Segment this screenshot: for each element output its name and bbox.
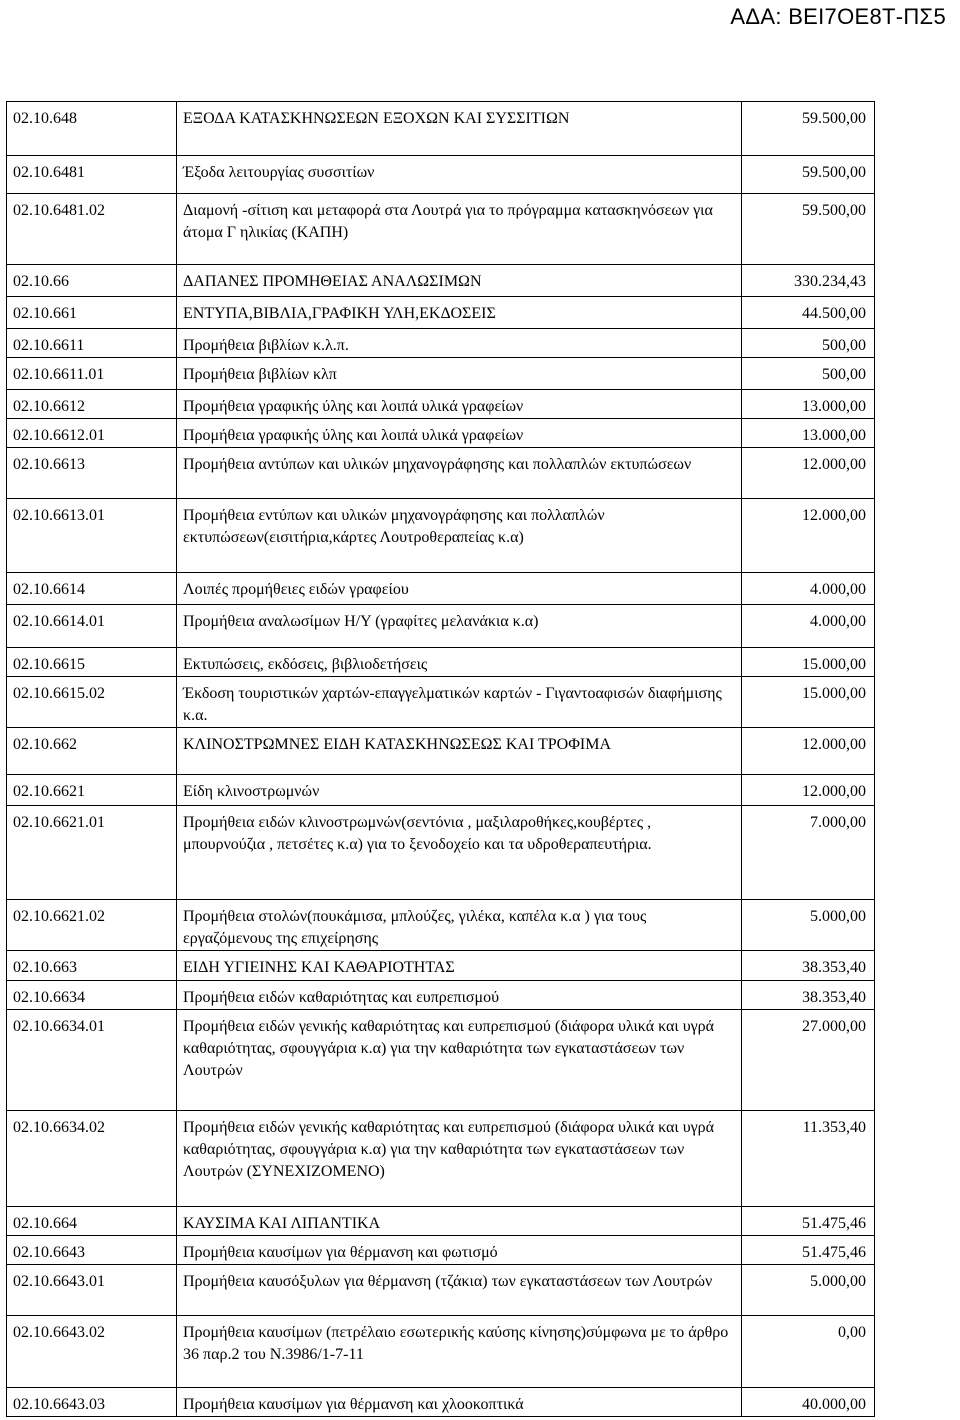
amount: 51.475,46 xyxy=(742,1236,875,1265)
account-code: 02.10.6621.01 xyxy=(7,805,177,899)
table-row xyxy=(7,102,875,156)
account-description: Προμήθεια καυσόξυλων για θέρμανση (τζάκια) των εγκαταστάσεων των Λουτρών xyxy=(177,1265,742,1316)
account-description: Προμήθεια καυσίμων για θέρμανση και χλοοκοπτικά xyxy=(177,1387,742,1416)
amount: 12.000,00 xyxy=(742,775,875,805)
table-row xyxy=(7,951,875,981)
table-row xyxy=(7,647,875,676)
account-code: 02.10.6612 xyxy=(7,390,177,419)
account-code: 02.10.6612.01 xyxy=(7,419,177,448)
account-description: Προμήθεια ειδών γενικής καθαριότητας και ευπρεπισμού (διάφορα υλικά και υγρά καθαριότητας, σφουγγάρια κ.α) για την καθαριότητα των εγκαταστάσεων των Λουτρών xyxy=(177,1010,742,1110)
account-code: 02.10.6611 xyxy=(7,328,177,357)
amount: 15.000,00 xyxy=(742,677,875,728)
amount: 12.000,00 xyxy=(742,499,875,572)
account-code: 02.10.6643.01 xyxy=(7,1265,177,1316)
account-description: Προμήθεια ειδών καθαριότητας και ευπρεπισμού xyxy=(177,981,742,1010)
budget-table xyxy=(6,101,875,1417)
amount: 13.000,00 xyxy=(742,419,875,448)
account-description: ΕΞΟΔΑ ΚΑΤΑΣΚΗΝΩΣΕΩΝ ΕΞΟΧΩΝ ΚΑΙ ΣΥΣΣΙΤΙΩΝ xyxy=(177,102,742,156)
account-description: ΕΙΔΗ ΥΓΙΕΙΝΗΣ ΚΑΙ ΚΑΘΑΡΙΟΤΗΤΑΣ xyxy=(177,951,742,981)
account-description: ΚΑΥΣΙΜΑ ΚΑΙ ΛΙΠΑΝΤΙΚΑ xyxy=(177,1207,742,1236)
table-row xyxy=(7,328,875,357)
ada-header: ΑΔΑ: ΒΕΙ7ΟΕ8Τ-ΠΣ5 xyxy=(730,4,946,29)
table-row xyxy=(7,1010,875,1110)
amount: 44.500,00 xyxy=(742,296,875,328)
account-description: ΕΝΤΥΠΑ,ΒΙΒΛΙΑ,ΓΡΑΦΙΚΗ ΥΛΗ,ΕΚΔΟΣΕΙΣ xyxy=(177,296,742,328)
amount: 4.000,00 xyxy=(742,604,875,647)
account-description: Έκδοση τουριστικών χαρτών-επαγγελματικών καρτών - Γιγαντοαφισών διαφήμισης κ.α. xyxy=(177,677,742,728)
table-row xyxy=(7,448,875,499)
account-code: 02.10.6613 xyxy=(7,448,177,499)
amount: 13.000,00 xyxy=(742,390,875,419)
account-description: Προμήθεια αντύπων και υλικών μηχανογράφησης και πολλαπλών εκτυπώσεων xyxy=(177,448,742,499)
table-row xyxy=(7,357,875,389)
account-code: 02.10.6481.02 xyxy=(7,194,177,264)
account-description: Έξοδα λειτουργίας συσσιτίων xyxy=(177,156,742,194)
account-code: 02.10.6621 xyxy=(7,775,177,805)
account-description: Προμήθεια στολών(πουκάμισα, μπλούζες, γιλέκα, καπέλα κ.α ) για τους εργαζόμενους της επιχείρησης xyxy=(177,899,742,950)
amount: 15.000,00 xyxy=(742,647,875,676)
account-description: ΚΛΙΝΟΣΤΡΩΜΝΕΣ ΕΙΔΗ ΚΑΤΑΣΚΗΝΩΣΕΩΣ ΚΑΙ ΤΡΟΦΙΜΑ xyxy=(177,728,742,775)
table-row xyxy=(7,981,875,1010)
account-description: Είδη κλινοστρωμνών xyxy=(177,775,742,805)
account-description: Προμήθεια γραφικής ύλης και λοιπά υλικά γραφείων xyxy=(177,419,742,448)
table-row xyxy=(7,1387,875,1416)
account-description: Προμήθεια ειδών γενικής καθαριότητας και ευπρεπισμού (διάφορα υλικά και υγρά καθαριότητας, σφουγγάρια κ.α) για την καθαριότητα των εγκαταστάσεων των Λουτρών (ΣΥΝΕΧΙΖΟΜΕΝΟ) xyxy=(177,1110,742,1206)
account-description: Προμήθεια αναλωσίμων Η/Υ (γραφίτες μελανάκια κ.α) xyxy=(177,604,742,647)
amount: 38.353,40 xyxy=(742,981,875,1010)
account-code: 02.10.663 xyxy=(7,951,177,981)
account-description: Προμήθεια γραφικής ύλης και λοιπά υλικά γραφείων xyxy=(177,390,742,419)
account-description: Εκτυπώσεις, εκδόσεις, βιβλιοδετήσεις xyxy=(177,647,742,676)
amount: 12.000,00 xyxy=(742,728,875,775)
account-code: 02.10.6481 xyxy=(7,156,177,194)
amount: 5.000,00 xyxy=(742,1265,875,1316)
account-description: Προμήθεια καυσίμων για θέρμανση και φωτισμό xyxy=(177,1236,742,1265)
account-code: 02.10.6634.01 xyxy=(7,1010,177,1110)
amount: 27.000,00 xyxy=(742,1010,875,1110)
amount: 7.000,00 xyxy=(742,805,875,899)
account-code: 02.10.6643.03 xyxy=(7,1387,177,1416)
table-row xyxy=(7,419,875,448)
amount: 0,00 xyxy=(742,1316,875,1387)
amount: 59.500,00 xyxy=(742,156,875,194)
budget-table-body xyxy=(7,102,875,1417)
account-code: 02.10.662 xyxy=(7,728,177,775)
account-code: 02.10.6611.01 xyxy=(7,357,177,389)
table-row xyxy=(7,1316,875,1387)
table-row xyxy=(7,677,875,728)
account-code: 02.10.661 xyxy=(7,296,177,328)
account-code: 02.10.66 xyxy=(7,264,177,296)
account-description: Προμήθεια βιβλίων κ.λ.π. xyxy=(177,328,742,357)
amount: 59.500,00 xyxy=(742,194,875,264)
amount: 330.234,43 xyxy=(742,264,875,296)
table-row xyxy=(7,1110,875,1206)
account-code: 02.10.6614 xyxy=(7,572,177,604)
account-code: 02.10.6643.02 xyxy=(7,1316,177,1387)
account-code: 02.10.6621.02 xyxy=(7,899,177,950)
amount: 38.353,40 xyxy=(742,951,875,981)
account-code: 02.10.6643 xyxy=(7,1236,177,1265)
account-code: 02.10.648 xyxy=(7,102,177,156)
account-code: 02.10.6634 xyxy=(7,981,177,1010)
table-row xyxy=(7,899,875,950)
table-row xyxy=(7,296,875,328)
table-row xyxy=(7,572,875,604)
amount: 4.000,00 xyxy=(742,572,875,604)
amount: 5.000,00 xyxy=(742,899,875,950)
table-row xyxy=(7,1207,875,1236)
table-row xyxy=(7,499,875,572)
table-row xyxy=(7,1236,875,1265)
account-description: ΔΑΠΑΝΕΣ ΠΡΟΜΗΘΕΙΑΣ ΑΝΑΛΩΣΙΜΩΝ xyxy=(177,264,742,296)
amount: 40.000,00 xyxy=(742,1387,875,1416)
table-row xyxy=(7,156,875,194)
table-row xyxy=(7,728,875,775)
amount: 500,00 xyxy=(742,328,875,357)
amount: 12.000,00 xyxy=(742,448,875,499)
account-code: 02.10.664 xyxy=(7,1207,177,1236)
account-code: 02.10.6613.01 xyxy=(7,499,177,572)
table-row xyxy=(7,604,875,647)
account-description: Προμήθεια ειδών κλινοστρωμνών(σεντόνια , μαξιλαροθήκες,κουβέρτες , μπουρνούζια , πετσέτες κ.α) για το ξενοδοχείο και τα υδροθεραπευτήρια. xyxy=(177,805,742,899)
account-code: 02.10.6614.01 xyxy=(7,604,177,647)
amount: 11.353,40 xyxy=(742,1110,875,1206)
amount: 51.475,46 xyxy=(742,1207,875,1236)
account-code: 02.10.6615 xyxy=(7,647,177,676)
table-row xyxy=(7,194,875,264)
account-description: Προμήθεια εντύπων και υλικών μηχανογράφησης και πολλαπλών εκτυπώσεων(εισιτήρια,κάρτες Λουτροθεραπείας κ.α) xyxy=(177,499,742,572)
account-description: Διαμονή -σίτιση και μεταφορά στα Λουτρά για το πρόγραμμα κατασκηνόσεων για άτομα Γ ηλικίας (ΚΑΠΗ) xyxy=(177,194,742,264)
table-row xyxy=(7,390,875,419)
account-code: 02.10.6615.02 xyxy=(7,677,177,728)
account-description: Προμήθεια βιβλίων κλπ xyxy=(177,357,742,389)
account-description: Λοιπές προμήθειες ειδών γραφείου xyxy=(177,572,742,604)
table-row xyxy=(7,264,875,296)
table-row xyxy=(7,805,875,899)
amount: 59.500,00 xyxy=(742,102,875,156)
account-description: Προμήθεια καυσίμων (πετρέλαιο εσωτερικής καύσης κίνησης)σύμφωνα με το άρθρο 36 παρ.2 του Ν.3986/1-7-11 xyxy=(177,1316,742,1387)
account-code: 02.10.6634.02 xyxy=(7,1110,177,1206)
table-row xyxy=(7,775,875,805)
table-row xyxy=(7,1265,875,1316)
amount: 500,00 xyxy=(742,357,875,389)
